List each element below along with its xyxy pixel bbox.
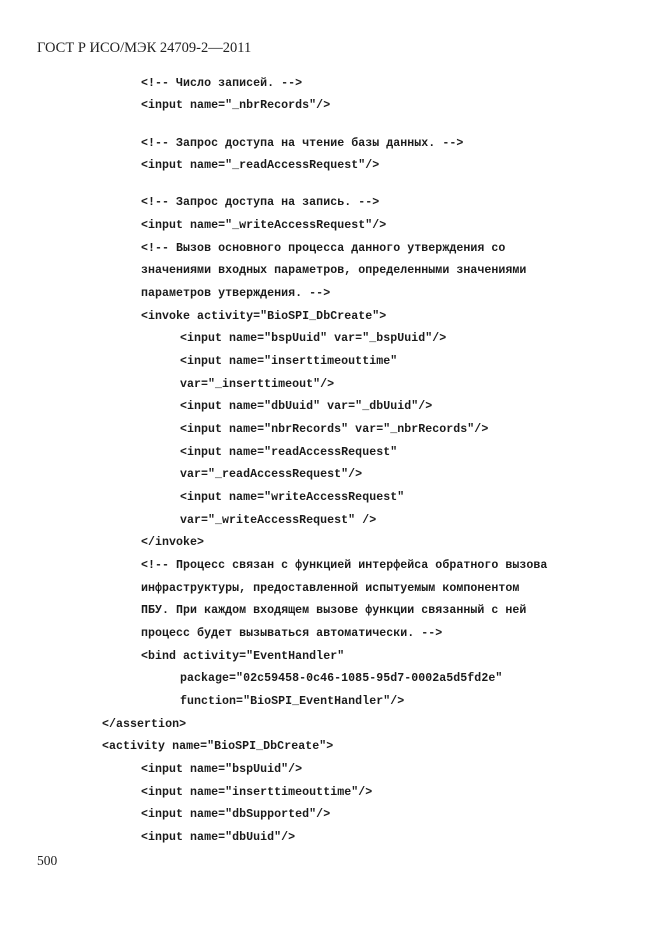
code-line: package="02c59458-0c46-1085-95d7-0002a5d5fd2e" (180, 672, 503, 685)
code-line: var="_inserttimeout"/> (180, 378, 335, 391)
code-line: <input name="readAccessRequest" (180, 446, 398, 459)
code-line: <input name="inserttimeouttime"/> (141, 786, 373, 799)
code-line: var="_readAccessRequest"/> (180, 468, 363, 481)
code-line: <input name="nbrRecords" var="_nbrRecords"/> (180, 423, 489, 436)
code-line: <input name="writeAccessRequest" (180, 491, 405, 504)
code-line: <!-- Запрос доступа на запись. --> (141, 196, 380, 209)
code-line: <!-- Число записей. --> (141, 77, 303, 90)
code-line: <!-- Процесс связан с функцией интерфейса обратного вызова (141, 559, 548, 572)
code-line: <input name="dbUuid"/> (141, 831, 296, 844)
code-line: <input name="dbSupported"/> (141, 808, 331, 821)
code-line: <input name="_readAccessRequest"/> (141, 159, 380, 172)
code-line: процесс будет вызываться автоматически. --> (141, 627, 443, 640)
document-header: ГОСТ Р ИСО/МЭК 24709-2—2011 (37, 40, 252, 56)
code-line: <activity name="BioSPI_DbCreate"> (102, 740, 334, 753)
code-line: <input name="_nbrRecords"/> (141, 99, 331, 112)
code-line: <!-- Запрос доступа на чтение базы данных. --> (141, 137, 464, 150)
code-line: инфраструктуры, предоставленной испытуемым компонентом (141, 582, 520, 595)
code-line: function="BioSPI_EventHandler"/> (180, 695, 405, 708)
code-line: <invoke activity="BioSPI_DbCreate"> (141, 310, 387, 323)
code-line: <bind activity="EventHandler" (141, 650, 345, 663)
code-line: </assertion> (102, 718, 187, 731)
code-line: <input name="_writeAccessRequest"/> (141, 219, 387, 232)
code-line: <input name="inserttimeouttime" (180, 355, 398, 368)
code-line: <input name="dbUuid" var="_dbUuid"/> (180, 400, 433, 413)
code-line: var="_writeAccessRequest" /> (180, 514, 377, 527)
code-line: <input name="bspUuid" var="_bspUuid"/> (180, 332, 447, 345)
code-line: ПБУ. При каждом входящем вызове функции связанный с ней (141, 604, 527, 617)
code-line: значениями входных параметров, определенными значениями (141, 264, 527, 277)
code-line: <input name="bspUuid"/> (141, 763, 303, 776)
code-line: </invoke> (141, 536, 205, 549)
code-line: <!-- Вызов основного процесса данного утверждения со (141, 242, 506, 255)
code-line: параметров утверждения. --> (141, 287, 331, 300)
page-number: 500 (37, 853, 58, 868)
